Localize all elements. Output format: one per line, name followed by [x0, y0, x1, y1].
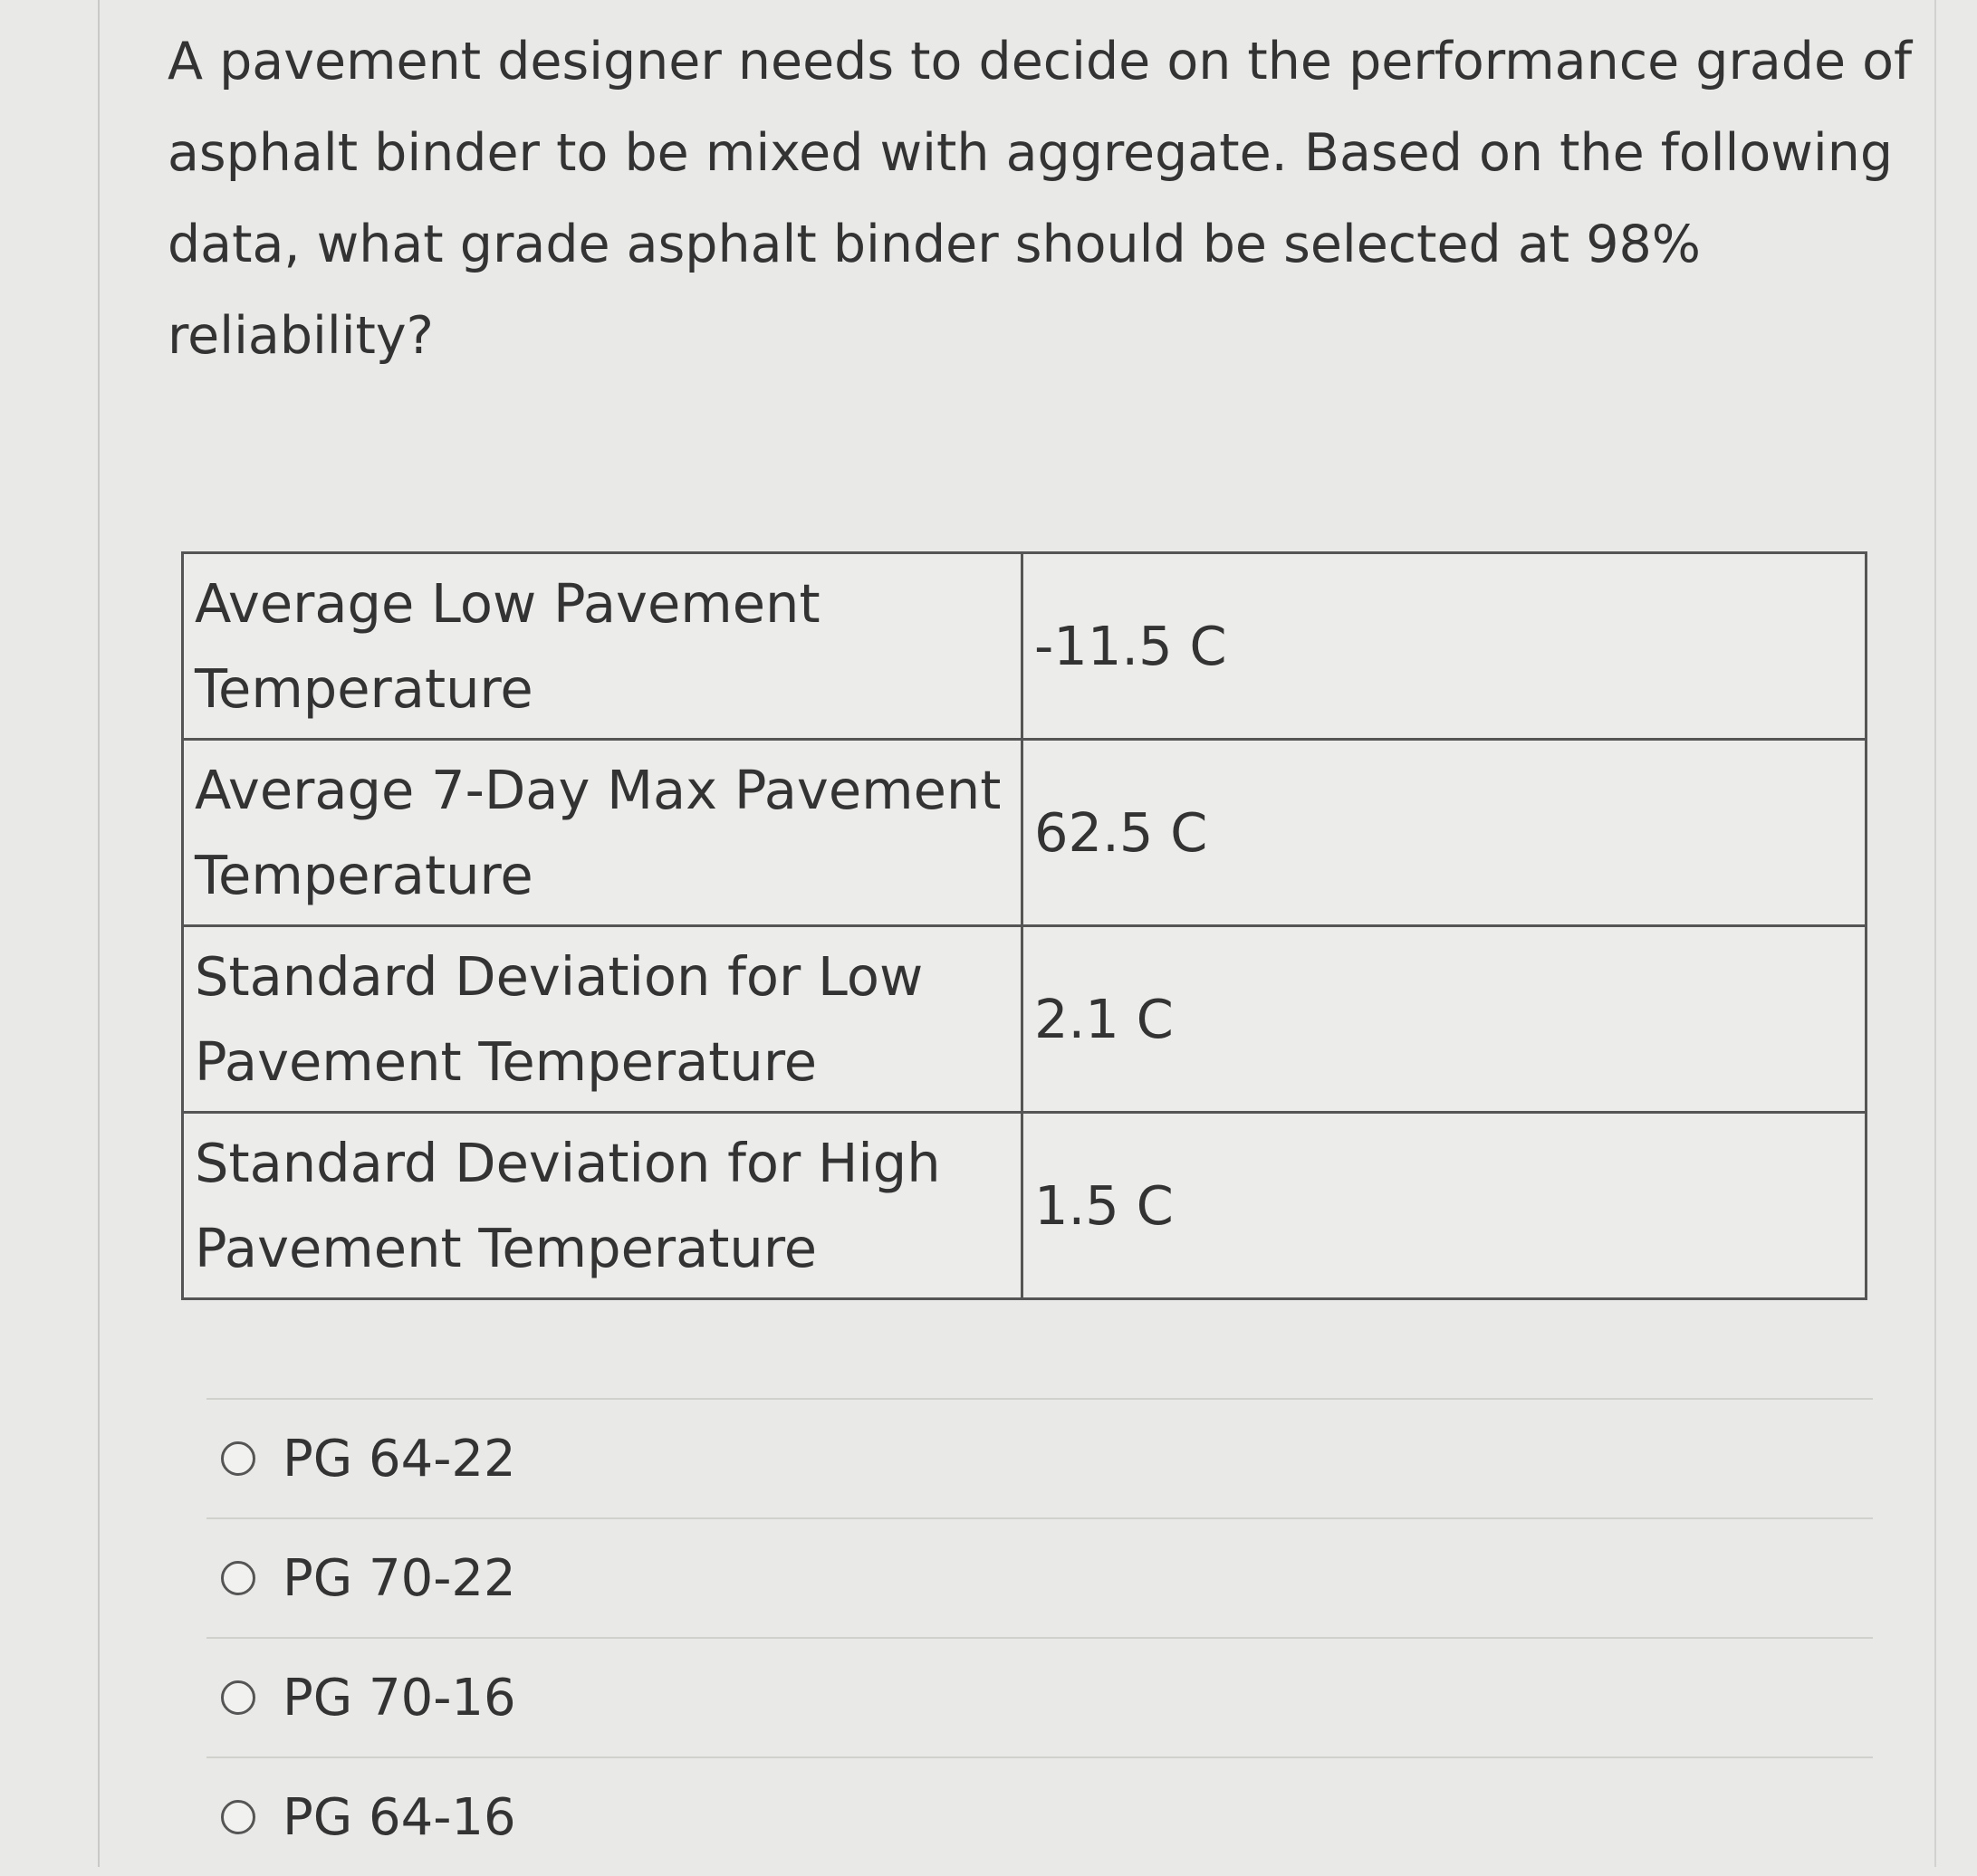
answer-label: PG 70-16 [283, 1668, 516, 1728]
page-left-border [98, 0, 100, 1867]
answer-option-pg-70-22[interactable] [206, 1517, 1873, 1637]
answer-option-pg-64-16[interactable] [206, 1756, 1873, 1876]
table-row [183, 740, 1867, 926]
row-label: Standard Deviation for Low Pavement Temperature [183, 926, 1022, 1113]
table-row [183, 926, 1867, 1113]
row-value: 2.1 C [1022, 926, 1867, 1113]
answer-label: PG 70-22 [283, 1548, 516, 1608]
row-value: 1.5 C [1022, 1113, 1867, 1299]
answer-option-pg-70-16[interactable] [206, 1637, 1873, 1756]
answer-option-pg-64-22[interactable] [206, 1398, 1873, 1517]
radio-button-icon[interactable] [221, 1800, 255, 1834]
answer-label: PG 64-22 [283, 1429, 516, 1488]
radio-button-icon[interactable] [221, 1441, 255, 1476]
question-text: A pavement designer needs to decide on the performance grade of asphalt binder to be mixed with aggregate. Based on the following data, what grade asphalt binder should be selected at 98% reliability? [168, 32, 1913, 366]
table-row [183, 1113, 1867, 1299]
row-label: Average 7-Day Max Pavement Temperature [183, 740, 1022, 926]
row-value: 62.5 C [1022, 740, 1867, 926]
radio-button-icon[interactable] [221, 1680, 255, 1715]
table-row [183, 553, 1867, 740]
row-label: Standard Deviation for High Pavement Temperature [183, 1113, 1022, 1299]
row-value: -11.5 C [1022, 553, 1867, 740]
radio-button-icon[interactable] [221, 1561, 255, 1595]
answer-options [206, 1398, 1873, 1876]
data-table [181, 551, 1867, 1300]
row-label: Average Low Pavement Temperature [183, 553, 1022, 740]
page-right-border [1934, 0, 1936, 1867]
answer-label: PG 64-16 [283, 1787, 516, 1847]
